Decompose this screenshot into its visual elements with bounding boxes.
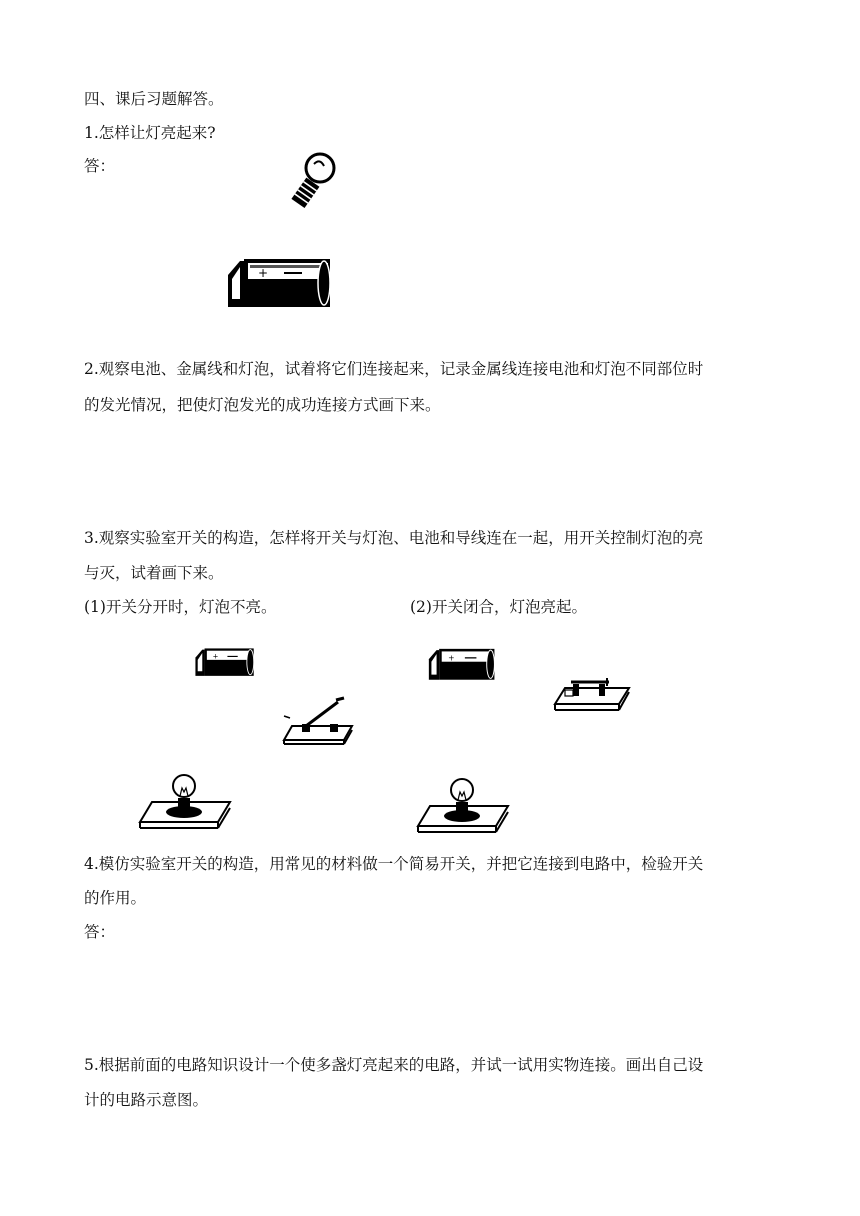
question-4-line-1: 4.模仿实验室开关的构造，用常见的材料做一个简易开关，并把它连接到电路中，检验开关 [84, 855, 704, 873]
question-3-line-1: 3.观察实验室开关的构造，怎样将开关与灯泡、电池和导线连在一起，用开关控制灯泡的亮 [84, 529, 704, 547]
battery-icon [224, 253, 332, 309]
bulb-on-base-icon [138, 772, 234, 830]
question-3-line-2: 与灭，试着画下来。 [84, 564, 224, 582]
svg-text:+: + [212, 652, 219, 661]
question-5-line-1: 5.根据前面的电路知识设计一个使多盏灯亮起来的电路，并试一试用实物连接。画出自己设 [84, 1056, 704, 1074]
svg-text:+: + [448, 653, 455, 663]
bulb-on-base-icon [416, 776, 512, 834]
open-switch-icon [282, 696, 358, 746]
closed-switch-icon [553, 674, 631, 714]
question-1-text: 1.怎样让灯亮起来? [84, 124, 216, 142]
section-title: 四、课后习题解答。 [84, 90, 224, 108]
svg-text:+: + [258, 266, 269, 280]
bulb-icon [288, 150, 338, 212]
question-2-line-1: 2.观察电池、金属线和灯泡，试着将它们连接起来，记录金属线连接电池和灯泡不同部位时 [84, 360, 704, 378]
case-2-label: (2)开关闭合，灯泡亮起。 [410, 598, 587, 616]
question-4-answer-label: 答： [84, 923, 116, 941]
question-2-line-2: 的发光情况，把使灯泡发光的成功连接方式画下来。 [84, 396, 441, 414]
case-1-label: (1)开关分开时，灯泡不亮。 [84, 598, 277, 616]
question-1-answer-label: 答： [84, 157, 116, 175]
battery-icon [193, 645, 255, 677]
question-5-line-2: 计的电路示意图。 [84, 1091, 209, 1109]
question-4-line-2: 的作用。 [84, 889, 147, 907]
battery-icon [425, 645, 497, 681]
